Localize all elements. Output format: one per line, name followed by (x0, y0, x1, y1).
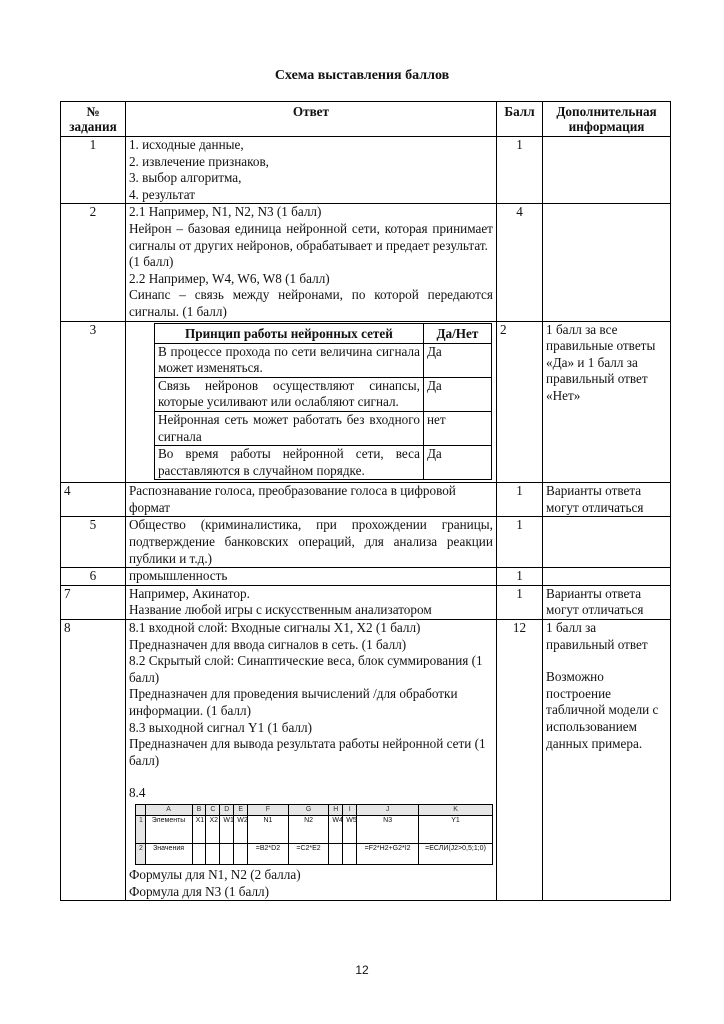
yes-no-header: Да/Нет (423, 323, 491, 343)
task-number: 1 (61, 137, 126, 204)
score-value: 1 (496, 483, 542, 517)
column-header: I (343, 804, 357, 815)
additional-info-line: 1 балл за правильный ответ (546, 620, 648, 652)
sheet-cell: X2 (206, 815, 220, 843)
answer-line: Название любой игры с искусственным анализатором (128, 602, 432, 618)
statement-answer: Да (423, 343, 491, 377)
row-number: 1 (135, 815, 145, 843)
answer-cell: Распознавание голоса, преобразование голоса в цифровой формат (125, 483, 496, 517)
sheet-cell: W5 (343, 815, 357, 843)
spreadsheet-excerpt (135, 804, 493, 865)
additional-info: Варианты ответа могут отличаться (543, 483, 671, 517)
score-value: 12 (496, 620, 542, 901)
answer-line: 2.2 Например, W4, W6, W8 (1 балл) (128, 270, 330, 286)
answer-cell (125, 620, 496, 901)
answer-cell (125, 321, 496, 483)
sheet-cell (192, 843, 206, 864)
additional-info: Варианты ответа могут отличаться (543, 585, 671, 619)
statement: Во время работы нейронной сети, веса расставляются в случайном порядке. (154, 446, 423, 480)
column-header: C (206, 804, 220, 815)
table-row (61, 517, 671, 568)
statement-answer: Да (423, 446, 491, 480)
sheet-cell (343, 843, 357, 864)
column-header: J (357, 804, 419, 815)
answer-line: Синапс – связь между нейронами, по которой передаются сигналы. (1 балл) (128, 287, 493, 319)
additional-info (543, 568, 671, 586)
score-value: 1 (496, 517, 542, 568)
table-row (61, 585, 671, 619)
sheet-cell: W1 (220, 815, 234, 843)
answer-line: Формула для N3 (1 балл) (128, 883, 270, 899)
sheet-cell: N1 (248, 815, 289, 843)
answer-line: Например, Акинатор. (128, 585, 250, 601)
task-number: 4 (61, 483, 126, 517)
sheet-cell: =C2*E2 (288, 843, 329, 864)
column-header: D (220, 804, 234, 815)
answer-cell: Общество (криминалистика, при прохождении границы, подтверждение банковских операций, для анализа реакции публики и т.д.) (125, 517, 496, 568)
page-title: Схема выставления баллов (274, 68, 450, 83)
column-header: H (329, 804, 343, 815)
answer-list-item: 4. результат (128, 186, 195, 202)
sheet-cell: Значения (145, 843, 192, 864)
sheet-cell: =B2*D2 (248, 843, 289, 864)
task-number: 2 (61, 204, 126, 321)
principles-row (154, 411, 491, 445)
answer-cell (125, 585, 496, 619)
answer-line: Предназначен для проведения вычислений /для обработки информации. (1 балл) (128, 686, 458, 718)
answer-line: 8.3 выходной сигнал Y1 (1 балл) (128, 719, 312, 735)
table-row (61, 321, 671, 483)
task-number: 7 (61, 585, 126, 619)
answer-cell (125, 204, 496, 321)
additional-info (543, 620, 671, 901)
table-header-row (61, 102, 671, 137)
sheet-cell: Y1 (419, 815, 493, 843)
spreadsheet-column-headers (135, 804, 492, 815)
table-row (61, 137, 671, 204)
sheet-cell (220, 843, 234, 864)
sheet-cell: Элементы (145, 815, 192, 843)
spreadsheet-corner (135, 804, 145, 815)
additional-info (543, 137, 671, 204)
sheet-cell: N2 (288, 815, 329, 843)
sheet-cell (329, 843, 343, 864)
row-number: 2 (135, 843, 145, 864)
sheet-cell: X1 (192, 815, 206, 843)
header-additional-info: Дополнительная информация (543, 102, 671, 137)
principles-header: Принцип работы нейронных сетей (154, 323, 423, 343)
score-value: 1 (496, 137, 542, 204)
task-number: 5 (61, 517, 126, 568)
additional-info (543, 204, 671, 321)
column-header: E (234, 804, 248, 815)
column-header: B (192, 804, 206, 815)
sheet-cell: =F2*H2+G2*I2 (357, 843, 419, 864)
task-number: 8 (61, 620, 126, 901)
score-value: 4 (496, 204, 542, 321)
task-number: 6 (61, 568, 126, 586)
sheet-cell (234, 843, 248, 864)
header-task-number: № задания (61, 102, 126, 137)
table-row (61, 568, 671, 586)
additional-info (543, 517, 671, 568)
principles-row (154, 377, 491, 411)
answer-list-item: 3. выбор алгоритма, (128, 170, 242, 186)
table-row (61, 483, 671, 517)
additional-info: 1 балл за все правильные ответы «Да» и 1 балл за правильный ответ «Нет» (543, 321, 671, 483)
statement: Нейронная сеть может работать без входного сигнала (154, 411, 423, 445)
statement-answer: нет (423, 411, 491, 445)
sheet-cell: W2 (234, 815, 248, 843)
statement: В процессе прохода по сети величина сигнала может изменяться. (154, 343, 423, 377)
answer-cell: промышленность (125, 568, 496, 586)
score-value: 2 (496, 321, 542, 483)
additional-info-line: Возможно построение табличной модели с использованием данных примера. (546, 669, 659, 751)
answer-line: (1 балл) (128, 254, 174, 270)
sheet-cell (206, 843, 220, 864)
answer-line: 8.2 Скрытый слой: Синаптические веса, блок суммирования (1 балл) (128, 653, 483, 685)
sheet-cell: =ЕСЛИ(J2>0,5;1;0) (419, 843, 493, 864)
statement-answer: Да (423, 377, 491, 411)
sheet-cell: N3 (357, 815, 419, 843)
header-score: Балл (496, 102, 542, 137)
answer-line: Предназначен для ввода сигналов в сеть. (1 балл) (128, 636, 407, 652)
score-value: 1 (496, 568, 542, 586)
answer-line: 2.1 Например, N1, N2, N3 (1 балл) (128, 204, 322, 220)
score-value: 1 (496, 585, 542, 619)
column-header: G (288, 804, 329, 815)
principles-table (154, 323, 492, 481)
spreadsheet-row (135, 843, 492, 864)
sheet-cell: W4 (329, 815, 343, 843)
answer-line: Формулы для N1, N2 (2 балла) (128, 866, 301, 882)
answer-list-item: 1. исходные данные, (128, 137, 244, 152)
table-row (61, 620, 671, 901)
statement: Связь нейронов осуществляют синапсы, которые усиливают или ослабляют сигнал. (154, 377, 423, 411)
column-header: F (248, 804, 289, 815)
spreadsheet-row (135, 815, 492, 843)
column-header: K (419, 804, 493, 815)
answer-list-item: 2. извлечение признаков, (128, 153, 269, 169)
principles-row (154, 343, 491, 377)
task-number: 3 (61, 321, 126, 483)
answer-line: 8.4 (128, 785, 146, 801)
header-answer: Ответ (125, 102, 496, 137)
column-header: A (145, 804, 192, 815)
answer-line: Предназначен для вывода результата работы нейронной сети (1 балл) (128, 736, 486, 768)
page-number: 12 (355, 963, 369, 977)
score-table (60, 101, 671, 901)
answer-line: Нейрон – базовая единица нейронной сети, которая принимает сигналы от других нейронов, обрабатывает и предает результат. (128, 220, 493, 253)
principles-row (154, 446, 491, 480)
table-row (61, 204, 671, 321)
answer-line: 8.1 входной слой: Входные сигналы X1, X2 (1 балл) (128, 620, 421, 636)
answer-cell (125, 137, 496, 204)
